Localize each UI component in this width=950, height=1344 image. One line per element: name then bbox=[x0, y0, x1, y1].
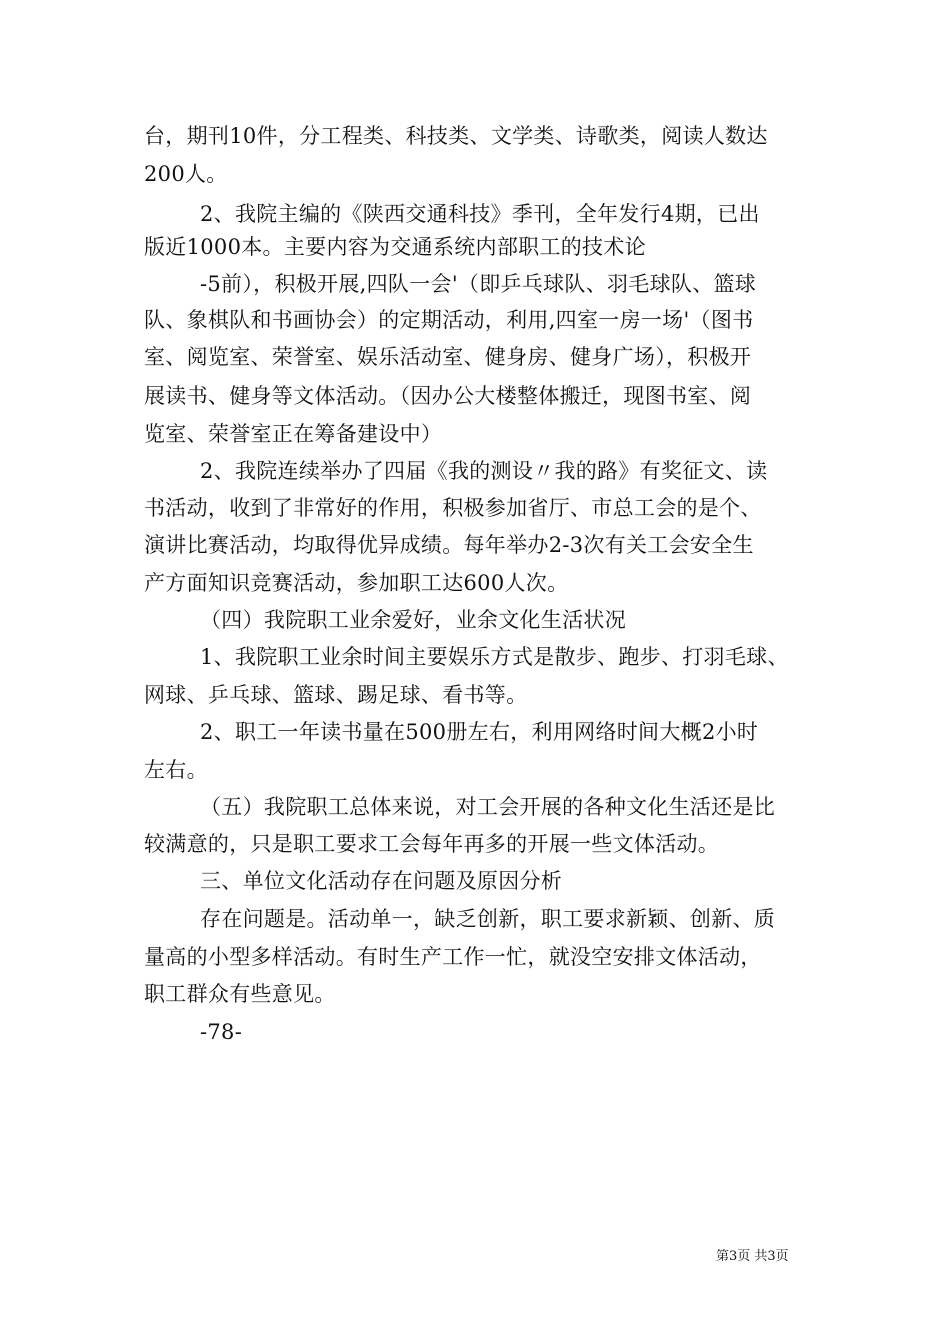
text-line: 版近1000本。主要内容为交通系统内部职工的技术论 bbox=[144, 235, 646, 259]
text-line: 队、象棋队和书画协会）的定期活动，利用,四室一房一场'（图书 bbox=[144, 308, 754, 332]
text-line: 较满意的，只是职工要求工会每年再多的开展一些文体活动。 bbox=[144, 832, 720, 856]
text-line: 产方面知识竞赛活动，参加职工达600人次。 bbox=[144, 571, 569, 595]
text-line: 2、职工一年读书量在500册左右，利用网络时间大概2小时 bbox=[200, 720, 759, 744]
section-heading: 三、单位文化活动存在问题及原因分析 bbox=[200, 869, 563, 893]
section-heading: （四）我院职工业余爱好，业余文化生活状况 bbox=[200, 608, 626, 632]
text-line: 演讲比赛活动，均取得优异成绩。每年举办2-3次有关工会安全生 bbox=[144, 533, 754, 557]
page-footer: 第3页 共3页 bbox=[716, 1249, 789, 1264]
section-heading: （五）我院职工总体来说，对工会开展的各种文化生活还是比 bbox=[200, 795, 776, 819]
text-line: 览室、荣誉室正在筹备建设中） bbox=[144, 422, 443, 446]
page-marker: -78- bbox=[200, 1020, 243, 1044]
text-line: 职工群众有些意见。 bbox=[144, 982, 336, 1006]
text-line: 2、我院连续举办了四届《我的测设〃我的路》有奖征文、读 bbox=[200, 459, 768, 483]
text-line: 1、我院职工业余时间主要娱乐方式是散步、跑步、打羽毛球、 bbox=[200, 645, 789, 669]
text-line: 200人。 bbox=[144, 162, 228, 186]
text-line: 左右。 bbox=[144, 758, 208, 782]
text-line: 室、阅览室、荣誉室、娱乐活动室、健身房、健身广场），积极开 bbox=[144, 345, 752, 369]
text-line: 量高的小型多样活动。有时生产工作一忙，就没空安排文体活动， bbox=[144, 945, 762, 969]
text-line: 存在问题是。活动单一，缺乏创新，职工要求新颖、创新、质 bbox=[200, 907, 776, 931]
text-line: 网球、乒乓球、篮球、踢足球、看书等。 bbox=[144, 683, 528, 707]
text-line: -5前），积极开展,四队一会'（即乒乓球队、羽毛球队、篮球 bbox=[200, 272, 757, 296]
text-line: 展读书、健身等文体活动。（因办公大楼整体搬迁，现图书室、阅 bbox=[144, 384, 752, 408]
text-line: 2、我院主编的《陕西交通科技》季刊，全年发行4期，已出 bbox=[200, 202, 760, 226]
text-line: 台，期刊10件，分工程类、科技类、文学类、诗歌类，阅读人数达 bbox=[144, 124, 768, 148]
text-line: 书活动，收到了非常好的作用，积极参加省厅、市总工会的是个、 bbox=[144, 496, 762, 520]
